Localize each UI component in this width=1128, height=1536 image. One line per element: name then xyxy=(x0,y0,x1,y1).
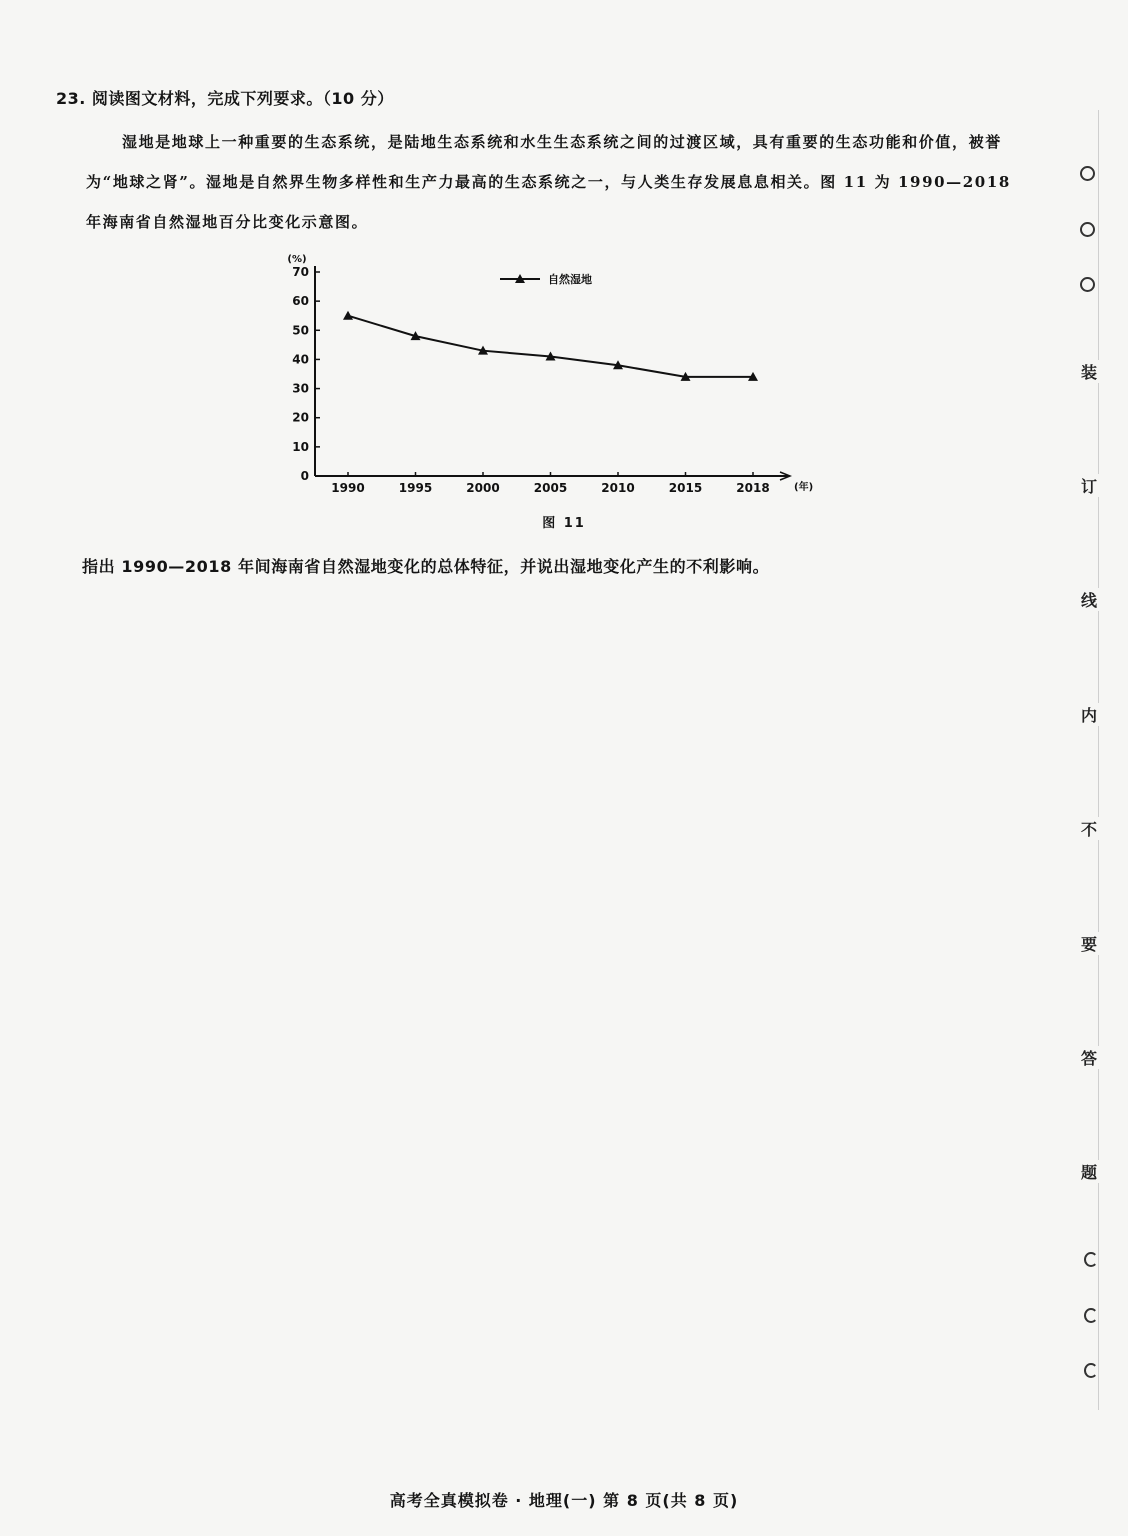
question-title: 23. 阅读图文材料，完成下列要求。（10 分） xyxy=(56,89,394,108)
x-tick-label: 2018 xyxy=(736,481,770,495)
y-tick-label: 40 xyxy=(292,352,309,367)
binding-hole-icon xyxy=(1080,166,1095,181)
question-prompt: 指出 1990—2018 年间海南省自然湿地变化的总体特征，并说出湿地变化产生的不利影响。 xyxy=(82,557,770,576)
x-tick-label: 2010 xyxy=(601,481,635,495)
x-axis-label: (年) xyxy=(794,482,814,493)
series-line xyxy=(348,316,753,377)
binding-label: 题 xyxy=(1076,1160,1102,1183)
binding-line xyxy=(1098,110,1099,1410)
binding-label: 装 xyxy=(1076,360,1102,383)
binding-label: 答 xyxy=(1076,1046,1102,1069)
x-tick-label: 2000 xyxy=(466,481,500,495)
data-point xyxy=(343,311,353,320)
wetland-chart xyxy=(270,250,814,500)
x-tick-label: 1995 xyxy=(398,481,433,495)
material-passage: 湿地是地球上一种重要的生态系统，是陆地生态系统和水生生态系统之间的过渡区域，具有重要的生态功能和价值，被誉为“地球之肾”。湿地是自然界生物多样性和生产力最高的生态系统之一，与人类生存发展息息相关。图 11 为 1990—2018 年海南省自然湿地百分比变化示意图。 xyxy=(86,133,1011,231)
y-tick-label: 0 xyxy=(300,469,309,483)
y-tick-label: 20 xyxy=(292,410,309,425)
binding-label: 不 xyxy=(1076,817,1102,840)
chart-svg xyxy=(270,250,814,500)
legend-label: 自然湿地 xyxy=(548,273,592,286)
binding-label: 要 xyxy=(1076,932,1102,955)
binding-label: 内 xyxy=(1076,703,1102,726)
binding-label: 线 xyxy=(1076,588,1102,611)
y-tick-label: 70 xyxy=(292,265,309,279)
y-tick-label: 10 xyxy=(292,439,309,454)
binding-margin xyxy=(1018,110,1128,1410)
binding-hole-icon xyxy=(1084,1363,1098,1378)
page-footer: 高考全真模拟卷 · 地理(一) 第 8 页(共 8 页) xyxy=(389,1491,739,1510)
binding-hole-icon xyxy=(1084,1252,1098,1267)
binding-hole-icon xyxy=(1080,222,1095,237)
x-tick-label: 2005 xyxy=(533,481,568,495)
figure-caption: 图 11 xyxy=(542,516,586,531)
binding-hole-icon xyxy=(1080,277,1095,292)
binding-hole-icon xyxy=(1084,1308,1098,1323)
x-tick-label: 2015 xyxy=(668,481,703,495)
x-tick-label: 1990 xyxy=(331,481,365,495)
y-tick-label: 50 xyxy=(292,323,309,338)
y-axis-label: (%) xyxy=(287,254,307,265)
y-tick-label: 30 xyxy=(292,381,309,396)
binding-label: 订 xyxy=(1076,474,1102,497)
y-tick-label: 60 xyxy=(292,294,309,309)
